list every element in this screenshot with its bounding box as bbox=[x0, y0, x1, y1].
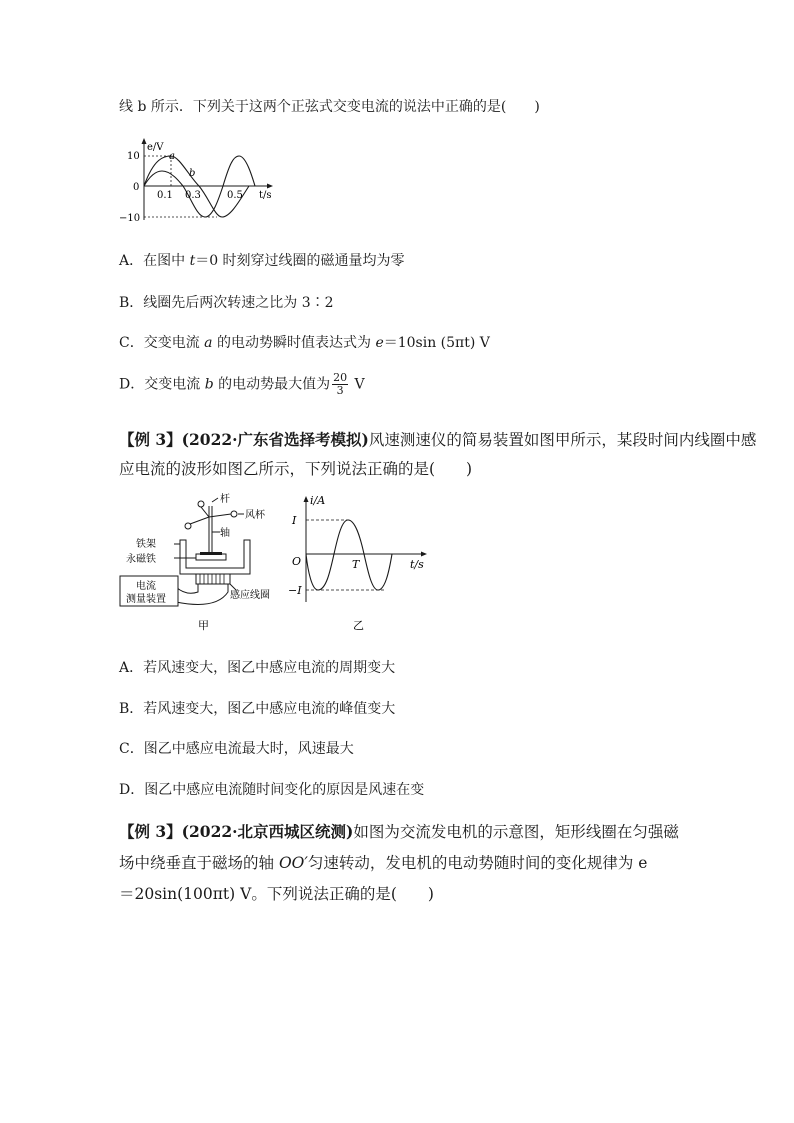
caption-yi: 乙 bbox=[353, 619, 364, 632]
label-zhou: 轴 bbox=[220, 528, 230, 539]
label-a: a bbox=[169, 151, 175, 162]
x-axis-label: t/s bbox=[259, 190, 272, 201]
q2-option-a: A．若风速变大，图乙中感应电流的周期变大 bbox=[119, 660, 396, 676]
fig-yi-current-graph bbox=[288, 492, 438, 632]
y-axis-label: e/V bbox=[147, 142, 164, 153]
y-axis-label-i: i/A bbox=[310, 494, 326, 507]
label-fengbei: 风杯 bbox=[245, 510, 265, 521]
label-box-line2: 测量装置 bbox=[126, 594, 166, 605]
x-tick-03: 0.3 bbox=[185, 190, 201, 201]
q3-line3: ＝20sin(100πt) V。下列说法正确的是( ) bbox=[119, 885, 434, 903]
q2-option-c: C．图乙中感应电流最大时，风速最大 bbox=[119, 741, 354, 757]
q2-option-d: D．图乙中感应电流随时间变化的原因是风速在变 bbox=[119, 782, 425, 798]
q3-line1: 【例 3】(2022·北京西城区统测)如图为交流发电机的示意图，矩形线圈在匀强磁 bbox=[119, 822, 679, 841]
q1-option-a: A．在图中 t＝0 时刻穿过线圈的磁通量均为零 bbox=[119, 253, 405, 269]
y-tick-0: 0 bbox=[133, 182, 140, 193]
q1-option-c: C．交变电流 a 的电动势瞬时值表达式为 e＝10sin (5πt) V bbox=[119, 335, 490, 351]
y-tick-neg10: −10 bbox=[119, 213, 141, 224]
tick-neg-I: −I bbox=[288, 584, 302, 597]
x-axis-label-t: t/s bbox=[410, 558, 424, 571]
caption-jia: 甲 bbox=[198, 619, 209, 632]
x-tick-01: 0.1 bbox=[157, 190, 173, 201]
label-box-line1: 电流 bbox=[136, 581, 156, 592]
label-yongcitie: 永磁铁 bbox=[126, 554, 156, 565]
fig-jia-anemometer bbox=[116, 492, 291, 632]
fraction-20-3: $\frac{20}{3}$ bbox=[333, 371, 348, 397]
q2-line2: 应电流的波形如图乙所示，下列说法正确的是( ) bbox=[119, 460, 473, 478]
q3-line2: 场中绕垂直于磁场的轴 OO′匀速转动，发电机的电动势随时间的变化规律为 e bbox=[119, 854, 648, 872]
x-tick-05: 0.5 bbox=[227, 190, 243, 201]
tick-T: T bbox=[352, 558, 360, 571]
origin-O: O bbox=[292, 555, 302, 568]
q1-intro: 线 b 所示．下列关于这两个正弦式交变电流的说法中正确的是( ) bbox=[119, 99, 540, 115]
current-wave bbox=[306, 520, 392, 590]
label-tiejia: 铁架 bbox=[136, 539, 156, 550]
q2-option-b: B．若风速变大，图乙中感应电流的峰值变大 bbox=[119, 701, 396, 717]
label-xianquan: 感应线圈 bbox=[230, 590, 270, 601]
y-tick-10: 10 bbox=[127, 151, 140, 162]
tick-I: I bbox=[292, 514, 297, 527]
label-b: b bbox=[189, 168, 196, 179]
q2-line1: 【例 3】(2022·广东省选择考模拟)风速测速仪的简易装置如图甲所示，某段时间内线圈中感 bbox=[119, 430, 757, 449]
q1-option-d: D．交变电流 b 的电动势最大值为 $\frac{20}{3}$ V bbox=[119, 371, 365, 397]
label-gan: 杆 bbox=[220, 494, 230, 505]
q1-graph bbox=[119, 136, 279, 226]
q1-option-b: B．线圈先后两次转速之比为 3∶2 bbox=[119, 295, 334, 311]
